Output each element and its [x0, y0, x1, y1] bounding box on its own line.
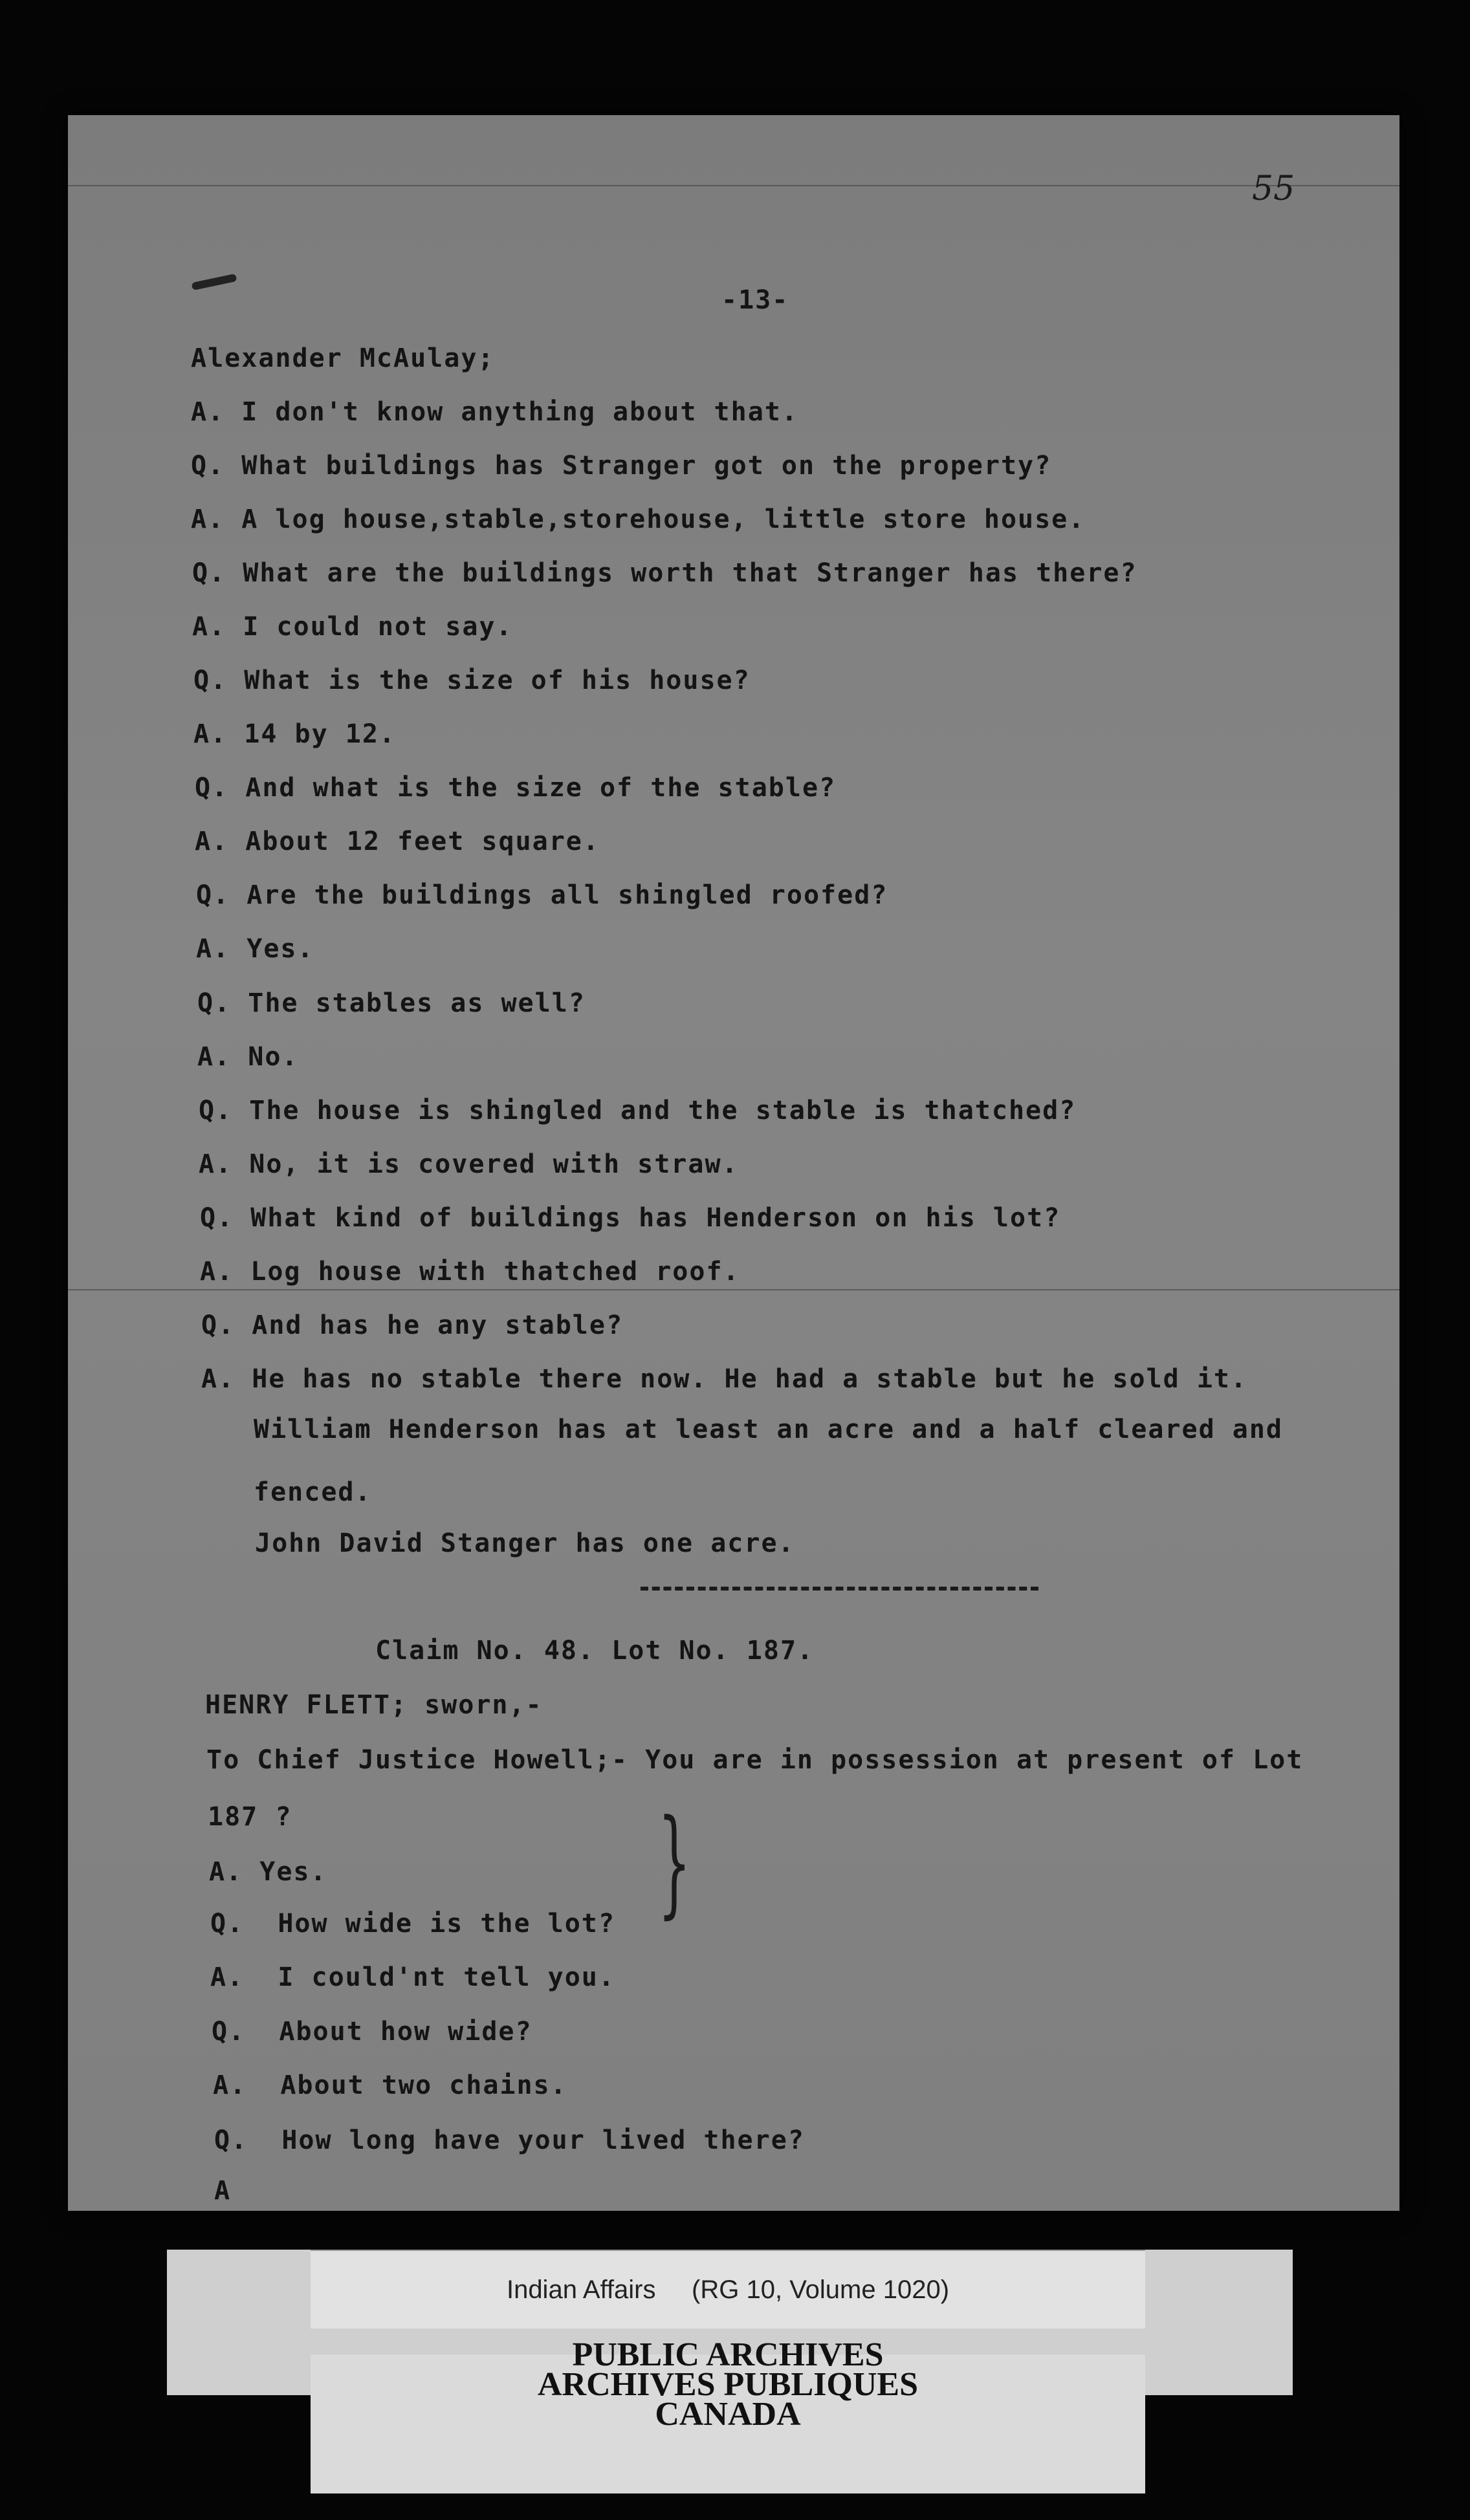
text-line: To Chief Justice Howell;- You are in possession at present of Lot — [206, 1745, 1304, 1775]
archive-name-en: PUBLIC ARCHIVES — [572, 2336, 884, 2373]
text-line: A. No. — [197, 1042, 299, 1072]
text-line: HENRY FLETT; sworn,- — [205, 1690, 543, 1720]
text-line: Q. What buildings has Stranger got on the property? — [191, 451, 1052, 481]
claim-heading: Claim No. 48. Lot No. 187. — [375, 1636, 815, 1666]
text-line: Q. How long have your lived there? — [214, 2125, 805, 2155]
text-line: 187 ? — [208, 1802, 292, 1832]
text-line: William Henderson has at least an acre and a half cleared and — [254, 1415, 1284, 1444]
text-line: A. I don't know anything about that. — [191, 397, 798, 427]
series-text: Indian Affairs (RG 10, Volume 1020) — [506, 2276, 950, 2304]
text-line: A. I could not say. — [192, 612, 513, 642]
section-divider — [641, 1587, 1038, 1591]
fold-line — [68, 1289, 1399, 1290]
archive-country: CANADA — [655, 2396, 801, 2433]
text-line: fenced. — [254, 1477, 372, 1507]
archive-name-fr: ARCHIVES PUBLIQUES — [537, 2366, 919, 2403]
text-line: A. No, it is covered with straw. — [199, 1149, 739, 1179]
folio-number: 55 — [1252, 169, 1295, 208]
text-line: A. He has no stable there now. He had a stable but he sold it. — [201, 1364, 1248, 1394]
fold-line — [68, 185, 1399, 186]
text-line: Q. What are the buildings worth that Stranger has there? — [192, 558, 1137, 588]
text-line: Q. How wide is the lot? — [210, 1909, 615, 1939]
text-line: Q. The house is shingled and the stable is thatched? — [199, 1096, 1077, 1125]
text-line: Alexander McAulay; — [191, 343, 495, 373]
text-line: Q. And has he any stable? — [201, 1310, 624, 1340]
text-line: A. Yes. — [196, 934, 314, 964]
text-line: John David Stanger has one acre. — [255, 1528, 795, 1558]
archive-stamp — [311, 2336, 1145, 2433]
text-line: A. 14 by 12. — [193, 719, 396, 749]
text-line: A. A log house,stable,storehouse, little store house. — [191, 505, 1086, 534]
text-line: Q. Are the buildings all shingled roofed? — [196, 880, 888, 910]
text-line: Q. What kind of buildings has Henderson on his lot? — [200, 1203, 1061, 1233]
text-line: Q. What is the size of his house? — [193, 666, 751, 695]
text-line: A. About two chains. — [213, 2070, 567, 2100]
text-line: Q. About how wide? — [212, 2017, 532, 2047]
text-line: A. Log house with thatched roof. — [200, 1257, 740, 1287]
text-line: A. About 12 feet square. — [195, 827, 600, 856]
text-line: Q. And what is the size of the stable? — [195, 773, 837, 803]
text-line: A. I could'nt tell you. — [210, 1962, 615, 1992]
handwritten-brace: } — [657, 1795, 692, 1930]
text-line: A. Yes. — [209, 1857, 327, 1887]
text-line: A — [214, 2176, 232, 2206]
text-line: Q. The stables as well? — [197, 988, 586, 1018]
page-number: -13- — [721, 285, 789, 315]
